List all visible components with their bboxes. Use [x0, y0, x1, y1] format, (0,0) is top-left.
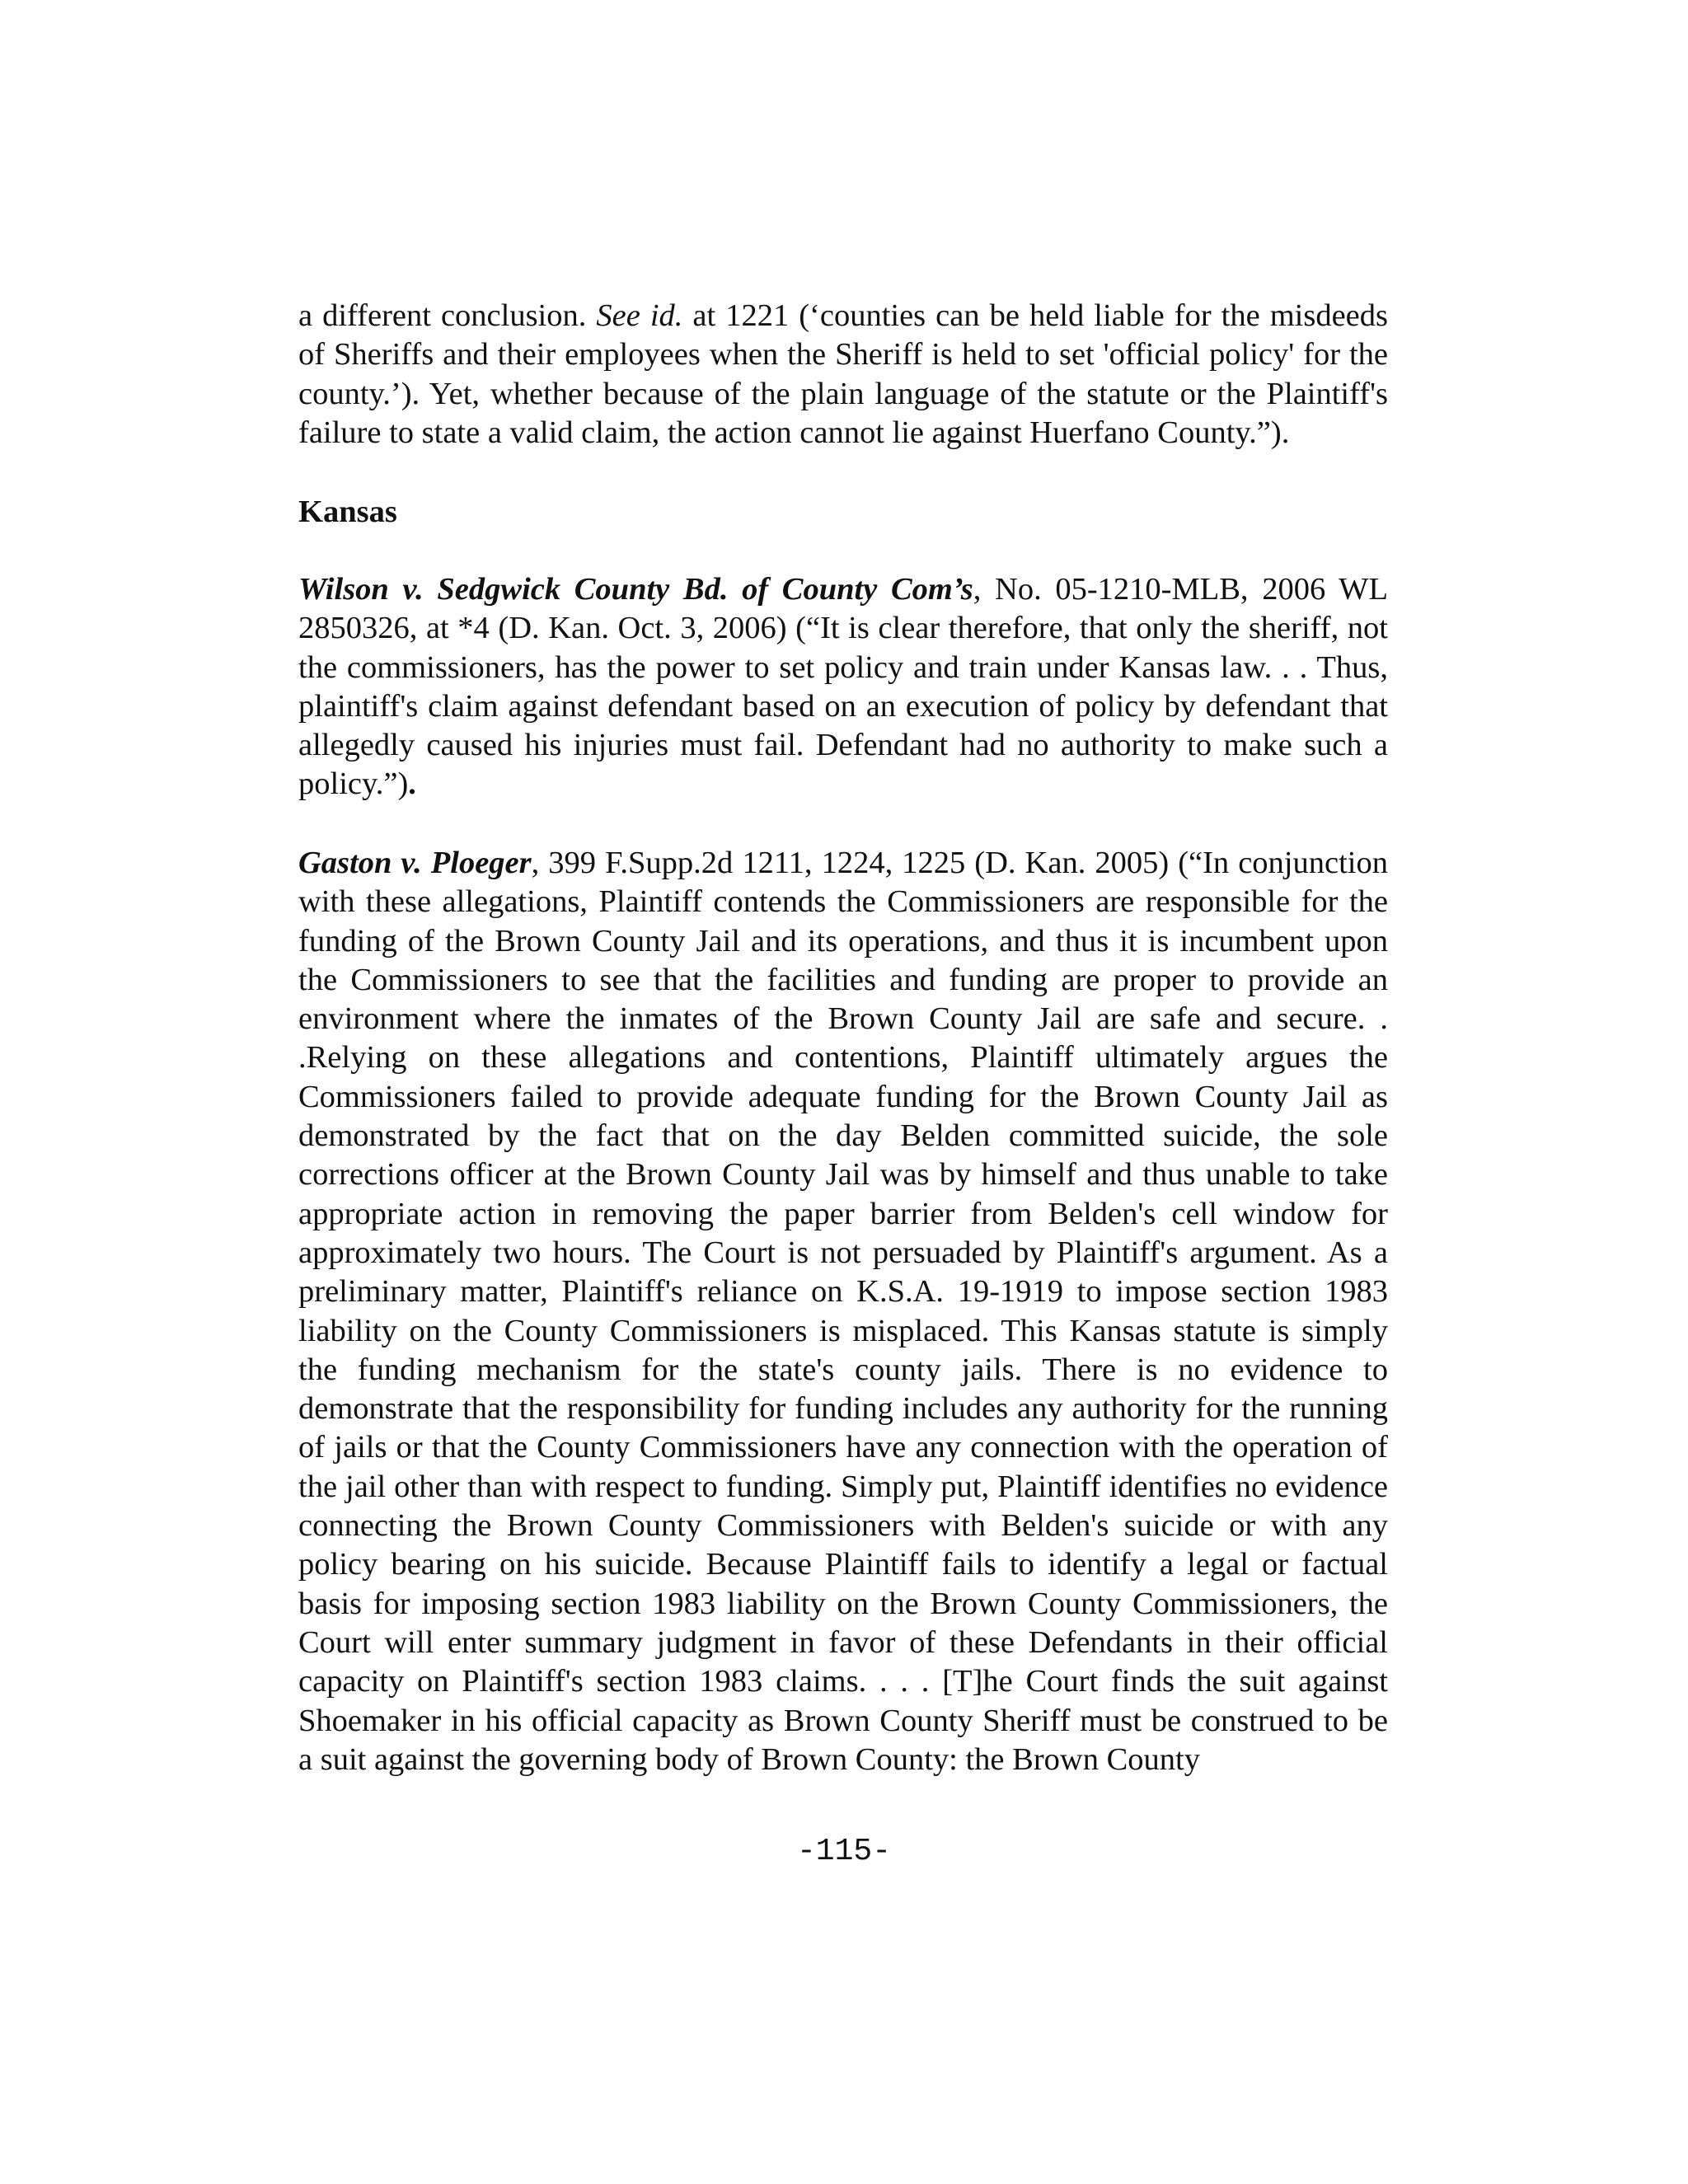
paragraph-text-rest: at 1221 (‘counties can be held liable for the misdeeds of Sheriffs and their employees when the Sheriff is held to set 'official policy' for the county.’). Yet, whether because of the plain language of the statute or the Plaintiff's failure to state a valid claim, the action cannot lie against Huerfano County.”). — [298, 298, 1388, 450]
paragraph-text-start: a different conclusion. — [298, 298, 597, 333]
paragraph-wilson-text: , No. 05-1210-MLB, 2006 WL 2850326, at *4 (D. Kan. Oct. 3, 2006) (“It is clear therefore, that only the sheriff, not the commissioners, has the power to set policy and train under Kansas law. . . Thus, plaintiff's claim against defendant based on an execution of policy by defendant that allegedly caused his injuries must fail. Defendant had no authority to make such a policy.”) — [298, 572, 1388, 802]
paragraph-continuation — [298, 297, 1388, 452]
citation-see-id: See id. — [596, 298, 683, 333]
case-name-wilson: Wilson v. Sedgwick County Bd. of County Com’s — [298, 572, 973, 607]
page-number: -115- — [796, 1834, 892, 1869]
paragraph-wilson-end: . — [408, 766, 416, 802]
paragraph-wilson — [298, 570, 1388, 804]
section-heading-kansas: Kansas — [298, 494, 397, 529]
case-name-gaston: Gaston v. Ploeger — [298, 846, 532, 880]
paragraph-gaston — [298, 844, 1388, 1779]
paragraph-gaston-text: , 399 F.Supp.2d 1211, 1224, 1225 (D. Kan. 2005) (“In conjunction with these allegations, Plaintiff contends the Commissioners are responsible for the funding of the Brown County Jail and its operations, and thus it is incumbent upon the Commissioners to see that the facilities and funding are proper to provide an environment where the inmates of the Brown County Jail are safe and secure. . .Relying on these allegations and contentions, Plaintiff ultimately argues the Commissioners failed to provide adequate funding for the Brown County Jail as demonstrated by the fact that on the day Belden committed suicide, the sole corrections officer at the Brown County Jail was by himself and thus unable to take appropriate action in removing the paper barrier from Belden's cell window for approximately two hours. The Court is not persuaded by Plaintiff's argument. As a preliminary matter, Plaintiff's reliance on K.S.A. 19-1919 to impose section 1983 liability on the County Commissioners is misplaced. This Kansas statute is simply the funding mechanism for the state's county jails. There is no evidence to demonstrate that the responsibility for funding includes any authority for the running of jails or that the County Commissioners have any connection with the operation of the jail other than with respect to funding. Simply put, Plaintiff identifies no evidence connecting the Brown County Commissioners with Belden's suicide or with any policy bearing on his suicide. Because Plaintiff fails to identify a legal or factual basis for imposing section 1983 liability on the Brown County Commissioners, the Court will enter summary judgment in favor of these Defendants in their official capacity on Plaintiff's section 1983 claims. . . . [T]he Court finds the suit against Shoemaker in his official capacity as Brown County Sheriff must be construed to be a suit against the governing body of Brown County: the Brown County — [298, 846, 1388, 1777]
